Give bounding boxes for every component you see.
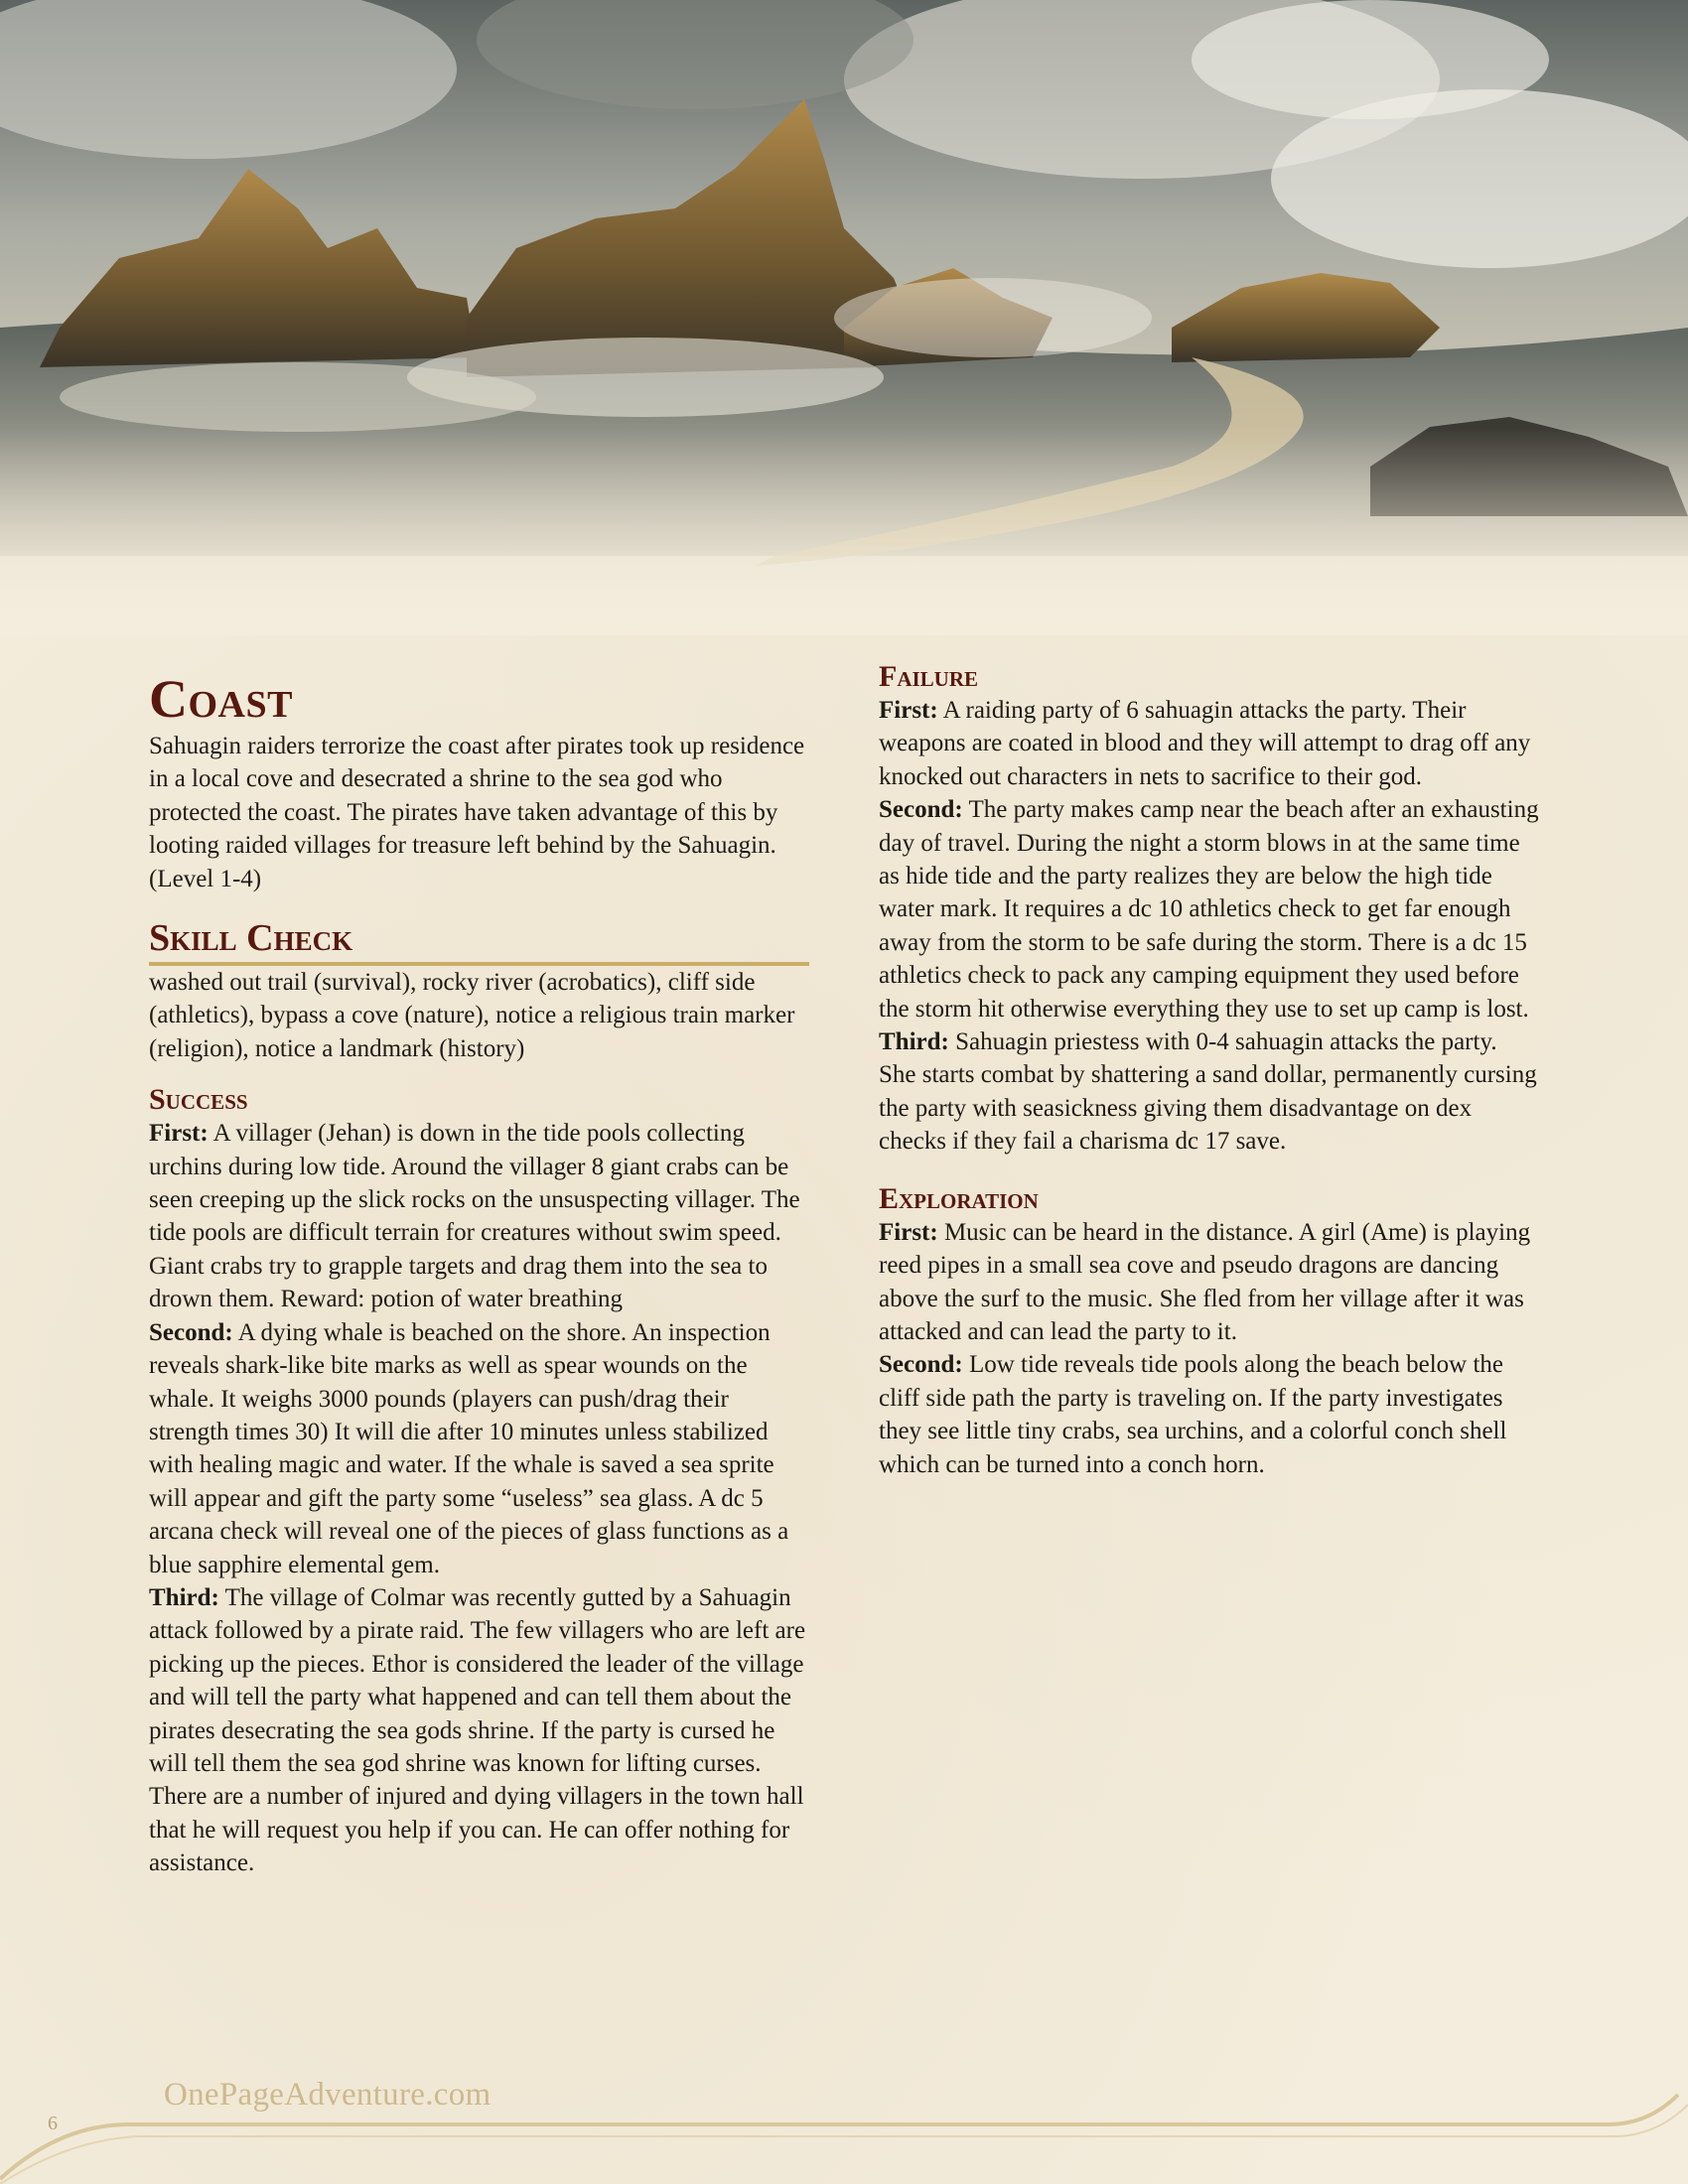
exploration-first xyxy=(879,1216,1539,1349)
failure-third-label: Third: xyxy=(879,1028,949,1056)
exploration-second xyxy=(879,1348,1539,1481)
intro-paragraph: Sahuagin raiders terrorize the coast after pirates took up residence in a local cove and desecrated a shrine to the sea god who protected the coast. The pirates have taken advantage of this by looting raided villages for treasure left behind by the Sahuagin. (Level 1-4) xyxy=(149,733,805,892)
skill-check-heading: Skill Check xyxy=(149,917,809,966)
success-first xyxy=(149,1117,809,1315)
exploration-second-label: Second: xyxy=(879,1351,963,1379)
page-title: Coast xyxy=(149,669,293,729)
exploration-first-text: Music can be heard in the distance. A girl (Ame) is playing reed pipes in a small sea cove and pseudo dragons are dancing above the surf to the music. She fled from her village after it was attacked and can lead the party to it. xyxy=(879,1218,1531,1345)
failure-second-label: Second: xyxy=(879,796,963,824)
failure-second-text: The party makes camp near the beach after an exhausting day of travel. During the night a storm blows in at the same time as hide tide and the party realizes they are below the high tide water mark. It requires a dc 10 athletics check to get far enough away from the storm to be safe during the storm. There is a dc 15 athletics check to pack any camping equipment they used before the storm hit otherwise everything they use to set up camp is lost. xyxy=(879,796,1539,1023)
failure-heading: Failure xyxy=(879,660,979,693)
success-second xyxy=(149,1316,809,1581)
success-first-label: First: xyxy=(149,1120,209,1148)
stormy-coast-illustration xyxy=(0,0,1688,635)
right-column xyxy=(879,660,1539,1481)
page-number: 6 xyxy=(48,2113,58,2134)
success-second-label: Second: xyxy=(149,1318,233,1346)
failure-second xyxy=(879,793,1539,1025)
exploration-heading: Exploration xyxy=(879,1181,1039,1215)
exploration-second-text: Low tide reveals tide pools along the beach below the cliff side path the party is traveling on. If the party investigates they see little tiny crabs, sea urchins, and a colorful conch shell which can be turned into a conch horn. xyxy=(879,1351,1507,1478)
failure-third xyxy=(879,1025,1539,1159)
exploration-first-label: First: xyxy=(879,1218,938,1246)
failure-first-text: A raiding party of 6 sahuagin attacks the party. Their weapons are coated in blood and they will attempt to drag off any knocked out characters in nets to sacrifice to their god. xyxy=(879,697,1531,790)
left-column xyxy=(149,660,809,1880)
success-third-text: The village of Colmar was recently gutted by a Sahuagin attack followed by a pirate raid. The few villagers who are left are picking up the pieces. Ethor is considered the leader of the village and will tell the party what happened and can tell them about the pirates desecrating the sea gods shrine. If the party is cursed he will tell them the sea god shrine was known for lifting curses. There are a number of injured and dying villagers in the town hall that he will request you help if you can. He can offer nothing for assistance. xyxy=(149,1583,806,1877)
success-third xyxy=(149,1581,809,1880)
success-first-text: A villager (Jehan) is down in the tide pools collecting urchins during low tide. Around the villager 8 giant crabs can be seen creeping up the slick rocks on the unsuspecting villager. The tide pools are difficult terrain for creatures without swim speed. Giant crabs try to grapple targets and drag them into the sea to drown them. Reward: potion of water breathing xyxy=(149,1120,800,1313)
failure-first-label: First: xyxy=(879,697,938,724)
footer-site-link[interactable]: OnePageAdventure.com xyxy=(164,2077,492,2113)
success-third-label: Third: xyxy=(149,1583,219,1611)
skill-check-text: washed out trail (survival), rocky river (acrobatics), cliff side (athletics), bypass a cove (nature), notice a religious train marker (religion), notice a landmark (history) xyxy=(149,969,795,1062)
success-second-text: A dying whale is beached on the shore. An inspection reveals shark-like bite marks as well as spear wounds on the whale. It weighs 3000 pounds (players can push/drag their strength times 30) It will die after 10 minutes unless stabilized with healing magic and water. If the whale is saved a sea sprite will appear and gift the party some “useless” sea glass. A dc 5 arcana check will reveal one of the pieces of glass functions as a blue sapphire elemental gem. xyxy=(149,1318,789,1578)
failure-third-text: Sahuagin priestess with 0-4 sahuagin attacks the party. She starts combat by shattering a sand dollar, permanently cursing the party with seasickness giving them disadvantage on dex checks if they fail a charisma dc 17 save. xyxy=(879,1028,1537,1156)
failure-first xyxy=(879,694,1539,793)
success-heading: Success xyxy=(149,1083,248,1117)
